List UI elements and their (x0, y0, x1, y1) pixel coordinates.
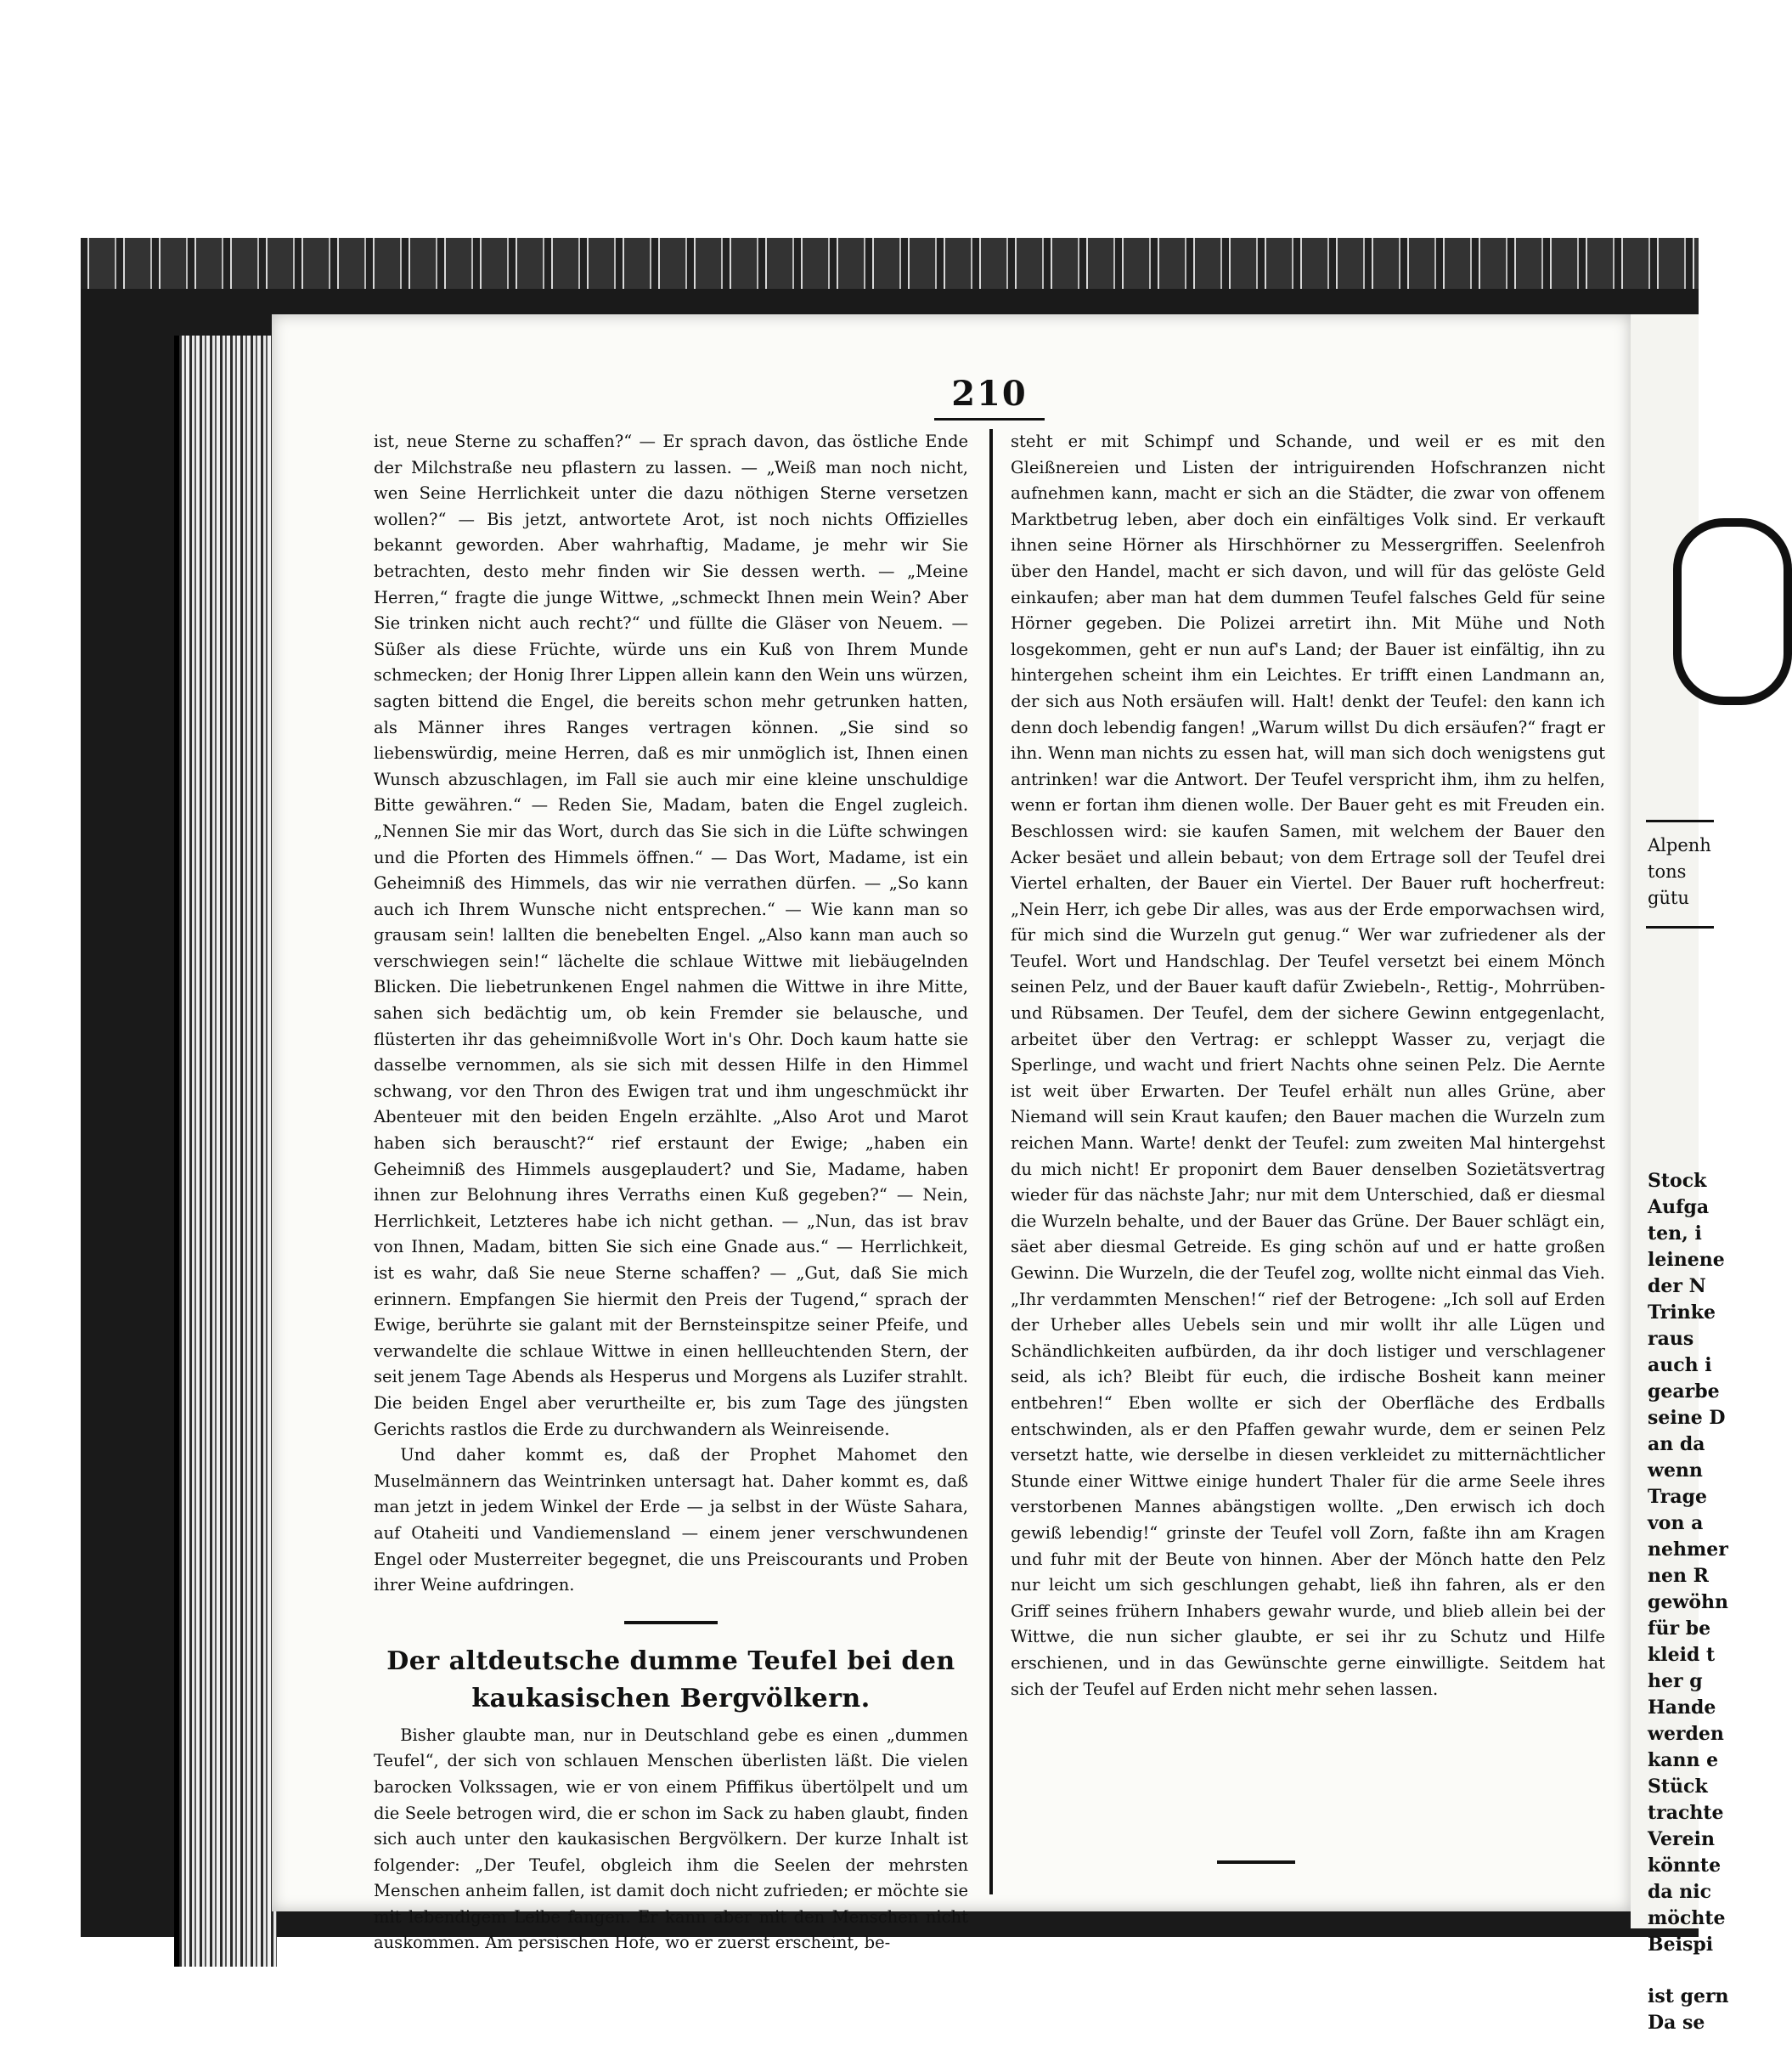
rule (1646, 926, 1714, 929)
fragment-line: möchte (1648, 1907, 1726, 1929)
fragment-line (1648, 1958, 1716, 1984)
fragment-line: Trinke (1648, 1301, 1716, 1324)
fragment-line: Stück (1648, 1776, 1708, 1798)
left-column (374, 429, 968, 1956)
fragment-line: Beispi (1648, 1934, 1714, 1956)
fragment-line: wenn (1648, 1459, 1703, 1482)
paragraph: ist, neue Sterne zu schaffen?“ — Er sprach davon, das östliche Ende der Milchstraße neu pflastern zu lassen. — „Weiß man noch nicht, wen Seine Herrlichkeit unter die dazu nöthigen Sterne versetzen wollen?“ — Bis jetzt, antwortete Arot, ist noch nichts Offizielles bekannt geworden. Aber wahrhaftig, Madame, je mehr wir Sie betrachten, desto mehr finden wir Sie dessen werth. — „Meine Herren,“ fragte die junge Wittwe, „schmeckt Ihnen mein Wein? Aber Sie trinken nicht auch recht?“ und füllte die Gläser von Neuem. — Süßer als diese Früchte, würde uns ein Kuß von Ihrem Munde schmecken; der Honig Ihrer Lippen allein kann den Wein uns würzen, sagten bittend die Engel, die bereits schon mehr getrunken hatten, als Männer ihres Ranges vertragen können. „Sie sind so liebenswürdig, meine Herren, daß es mir unmöglich ist, Ihnen einen Wunsch abzuschlagen, im Fall sie auch mir eine kleine unschuldige Bitte gewähren.“ — Reden Sie, Madam, baten die Engel zugleich. „Nennen Sie mir das Wort, durch das Sie sich in die Lüfte schwingen und die Pforten des Himmels öffnen.“ — Das Wort, Madame, ist ein Geheimniß des Himmels, das wir nie verrathen dürfen. — „So kann auch ich Ihrem Wunsche nicht entsprechen.“ — Wie kann man so grausam sein! lallten die benebelten Engel. „Also kann man auch so verschwiegen sein!“ lächelte die schlaue Wittwe mit liebäugelnden Blicken. Die liebetrunkenen Engel nahmen die Wittwe in ihre Mitte, sahen sich bedächtig um, ob kein Fremder sie belausche, und flüsterten ihr das geheimnißvolle Wort in's Ohr. Doch kaum hatte sie dasselbe vernommen, als sie sich mit dessen Hilfe in den Himmel schwang, vor den Thron des Ewigen trat und ihm ungeschmückt ihr Abenteuer mit den beiden Engeln erzählte. „Also Arot und Marot haben sich berauscht?“ rief erstaunt der Ewige; „haben ein Geheimniß des Himmels ausgeplaudert? und Sie, Madame, haben ihnen zur Belohnung ihres Verraths einen Kuß gegeben?“ — Nein, Herrlichkeit, Letzteres habe ich nicht gethan. — „Nun, das ist brav von Ihnen, Madam, bitten Sie sich eine Gnade aus.“ — Herrlichkeit, ist es wahr, daß Sie neue Sterne schaffen? — „Gut, daß Sie mich erinnern. Empfangen Sie hiermit den Preis der Tugend,“ sprach der Ewige, berührte sie galant mit der Bernsteinspitze seiner Pfeife, und verwandelte die schlaue Wittwe in einen hellleuchtenden Stern, der seit jenem Tage Abends als Hesperus und Morgens als Luzifer strahlt. Die beiden Engel aber verurtheilte er, bis zum Tage des jüngsten Gerichts rastlos die Erde zu durchwandern als Weinreisende. (374, 432, 968, 1439)
paragraph: steht er mit Schimpf und Schande, und weil er es mit den Gleißnereien und Listen der intriguirenden Hofschranzen nicht aufnehmen kann, macht er sich an die Städter, die zwar von offenem Marktbetrug leben, aber doch ein einfältiges Volk sind. Er verkauft ihnen seine Hörner als Hirschhörner zu Messergriffen. Seelenfroh über den Handel, macht er sich davon, und will für das gelöste Geld einkaufen; aber man hat dem dummen Teufel falsches Geld für seine Hörner gegeben. Die Polizei arretirt ihn. Mit Mühe und Noth losgekommen, geht er nun auf's Land; der Bauer ist einfältig, ihn zu hintergehen scheint ihm ein Leichtes. Er trifft einen Landmann an, der sich aus Noth ersäufen will. Halt! denkt der Teufel: den kann ich denn doch lebendig fangen! „Warum willst Du dich ersäufen?“ fragt er ihn. Wenn man nichts zu essen hat, will man sich doch wenigstens gut antrinken! war die Antwort. Der Teufel verspricht ihm, ihm zu helfen, wenn er fortan ihm dienen wolle. Der Bauer geht es mit Freuden ein. Beschlossen wird: sie kaufen Samen, mit welchem der Bauer den Acker besäet und allein bebaut; von dem Ertrage soll der Teufel drei Viertel erhalten, der Bauer ein Viertel. Der Bauer ruft hocherfreut: „Nein Herr, ich gebe Dir alles, was aus der Erde emporwachsen wird, für mich sind die Wurzeln gut genug.“ Wer war zufriedener als der Teufel. Wort und Handschlag. Der Teufel versetzt bei einem Mönch seinen Pelz, und der Bauer kauft dafür Zwiebeln-, Rettig-, Mohrrüben- und Rübsamen. Der Teufel, dem der sichere Gewinn entgegenlacht, arbeitet über den Vertrag: er schleppt Wasser zu, verjagt die Sperlinge, und wacht und friert Nachts ohne seinen Pelz. Die Aernte ist weit über Erwarten. Der Teufel erhält nun alles Grüne, aber Niemand will sein Kraut kaufen; den Bauer machen die Wurzeln zum reichen Mann. Warte! denkt der Teufel: zum zweiten Mal hintergehst du mich nicht! Er proponirt dem Bauer denselben Sozietätsvertrag wieder für das nächste Jahr; nur mit dem Unterschied, daß er diesmal die Wurzeln behalte, und der Bauer das Grüne. Der Bauer schlägt ein, säet aber diesmal Getreide. Es ging schön auf und er hatte großen Gewinn. Die Wurzeln, die der Teufel zog, wollte nicht einmal das Vieh. „Ihr verdammten Menschen!“ rief der Betrogene: „Ich soll auf Erden der Urheber alles Uebels sein und mir wollt ihr alle Lügen und Schändlichkeiten aufbürden, da ihr doch listiger und verschlagener seid, als ich? Bleibt für euch, die irdische Bosheit kann meiner entbehren!“ Eben wollte er sich der Oberfläche des Erdballs entschwinden, als er den Pfaffen gewahr wurde, dem er seinen Pelz versetzt hatte, wie derselbe in diesen verkleidet zu mitternächtlicher Stunde einer Wittwe einige hundert Thaler für die arme Seele ihres verstorbenen Mannes abängstigen wollte. „Den erwisch ich doch gewiß lebendig!“ grinste der Teufel voll Zorn, faßte ihn am Kragen und fuhr mit der Beute von hinnen. Aber der Mönch hatte den Pelz nur leicht um sich geschlungen gehabt, ließ ihn fahren, als er den Griff seines frühern Inhabers gewahr wurde, und blieb allein bei der Wittwe, die nun sicher glaubte, er sei ihr zu Schutz und Hilfe erschienen, und in das Gewünschte gerne einwilligte. Seitdem hat sich der Teufel auf Erden nicht mehr sehen lassen. (1011, 432, 1605, 1699)
fragment-line: könnte (1648, 1855, 1722, 1877)
fragment-line: tons (1648, 861, 1687, 882)
fragment-line: kann e (1648, 1749, 1719, 1771)
fragment-line: gewöhn (1648, 1591, 1728, 1613)
fragment-line: ten, i (1648, 1222, 1702, 1245)
column-divider (989, 429, 993, 1894)
fragment-line: Trage (1648, 1486, 1707, 1508)
fragment-line: Stock (1648, 1170, 1707, 1192)
fragment-line: werden (1648, 1723, 1724, 1745)
fragment-line: leinene (1648, 1249, 1725, 1271)
right-column (1011, 429, 1605, 1702)
fragment-line: Da se (1648, 2012, 1705, 2034)
rule (1646, 820, 1714, 822)
fragment-line: raus (1648, 1328, 1694, 1350)
page-number: 210 (951, 374, 1028, 414)
fragment-line: seine D (1648, 1407, 1726, 1429)
fragment-line: kleid t (1648, 1644, 1716, 1666)
next-page-edge (1631, 314, 1729, 2034)
fragment-line: Alpenh (1648, 835, 1711, 855)
fragment-line: Hande (1648, 1697, 1716, 1719)
article-heading: Der altdeutsche dumme Teufel bei den kaukasischen Bergvölkern. (386, 1646, 955, 1713)
fragment-line: von a (1648, 1512, 1704, 1534)
fragment-line: Verein (1648, 1828, 1715, 1850)
paragraph: Bisher glaubte man, nur in Deutschland gebe es einen „dummen Teufel“, der sich von schlauen Menschen überlisten läßt. Die vielen barocken Volkssagen, wie er von einem Pfiffikus übertölpelt und um die Seele betrogen wird, die er schon im Sack zu haben glaubt, finden sich auch unter den kaukasischen Bergvölkern. Der kurze Inhalt ist folgender: „Der Teufel, obgleich ihm die Seelen der mehrsten Menschen anheim fallen, ist damit doch nicht zufrieden; er möchte sie mit lebendigem Leibe fangen. Er kann aber mit den Menschen nicht auskommen. Am persischen Hofe, wo er zuerst erscheint, be- (374, 1725, 968, 1953)
fragment-line: nen R (1648, 1565, 1709, 1587)
fragment-line: Aufga (1648, 1196, 1710, 1218)
next-page-main-fragment (1648, 1168, 1729, 2036)
next-page-top-fragment (1648, 833, 1716, 912)
fragment-line: auch i (1648, 1354, 1712, 1376)
fragment-line: trachte (1648, 1802, 1724, 1824)
fragment-line: an da (1648, 1433, 1705, 1455)
fragment-line: nehmer (1648, 1538, 1728, 1561)
fragment-line: für be (1648, 1617, 1711, 1640)
page-number-rule (934, 418, 1045, 421)
fragment-line: gearbe (1648, 1380, 1720, 1403)
fragment-line: her g (1648, 1670, 1703, 1692)
fragment-line: gütu (1648, 888, 1689, 908)
fragment-line: der N (1648, 1275, 1706, 1297)
end-rule (1217, 1860, 1295, 1864)
emblem-ornament (1673, 518, 1792, 705)
fragment-line: da nic (1648, 1881, 1712, 1903)
fragment-line: ist gern (1648, 1985, 1729, 2007)
section-separator (624, 1621, 718, 1624)
book-page-edges (174, 336, 277, 1967)
paragraph: Und daher kommt es, daß der Prophet Mahomet den Muselmännern das Weintrinken untersagt hat. Daher kommt es, daß man jetzt in jedem Winkel der Erde — ja selbst in der Wüste Sahara, auf Otaheiti und Vandiemensland — einem jener verschwundenen Engel oder Musterreiter begegnet, die uns Preiscourants und Proben ihrer Weine aufdringen. (374, 1445, 968, 1595)
